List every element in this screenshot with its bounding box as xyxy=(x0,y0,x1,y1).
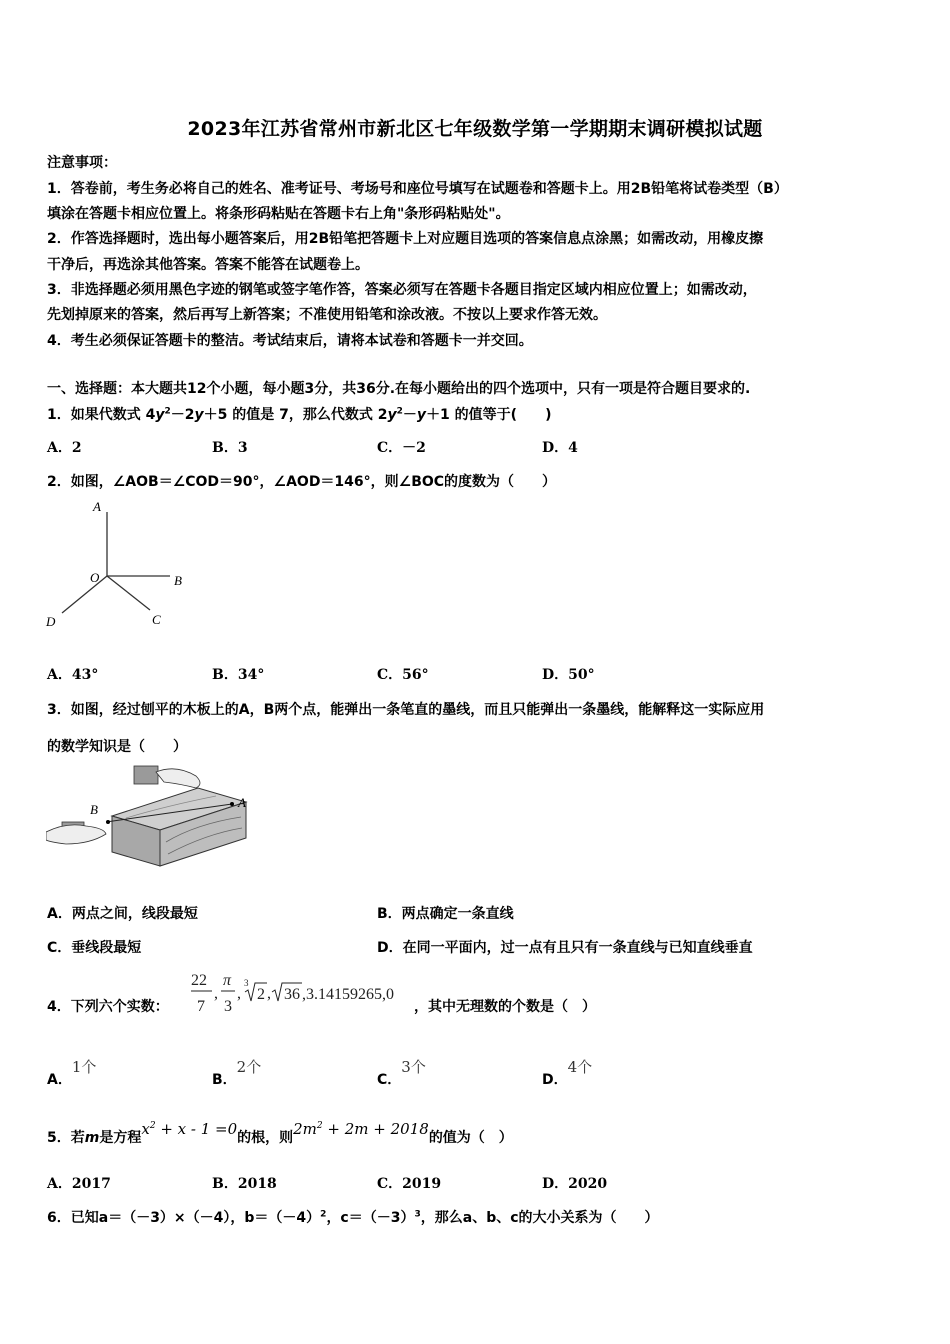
real-numbers-expression xyxy=(188,966,414,1018)
section-heading: 一、选择题：本大题共12个小题，每小题3分，共36分.在每小题给出的四个选项中，只有一项是符合题目要求的. xyxy=(47,381,751,397)
expression: $2m^2 + 2m + 2018$ xyxy=(293,1120,429,1138)
equation: $x^2 + x - 1 =0$ xyxy=(141,1120,238,1138)
question-6: 6．已知a＝（－3）×（－4），$b=(-4)^2$，$c=(-3)^3$，那么a、b、c的大小关系为（ ） xyxy=(47,1209,659,1226)
hand-icon xyxy=(156,769,200,788)
question-5: 5．若m是方程$x^2 + x - 1 =0$的根，则$2m^2 + 2m + 2018$的值为（ ） xyxy=(47,1120,513,1146)
sqrt-argument: 36 xyxy=(284,986,300,1003)
point-b xyxy=(106,820,110,824)
notice-line: 干净后，再选涂其他答案。答案不能答在试题卷上。 xyxy=(47,257,369,273)
wood-board-figure xyxy=(46,762,258,870)
option-a[interactable]: A．2 xyxy=(47,440,82,456)
option-a[interactable]: A．两点之间，线段最短 xyxy=(47,906,198,922)
pi-symbol: π xyxy=(223,972,232,989)
pi-denominator: 3 xyxy=(224,998,232,1015)
comma: , xyxy=(214,985,218,1002)
option-b[interactable]: B．34° xyxy=(212,667,265,683)
notice-line: 3．非选择题必须用黑色字迹的钢笔或签字笔作答，答案必须写在答题卡各题目指定区域内相应位置上；如需改动， xyxy=(47,282,757,298)
angle-figure xyxy=(44,496,204,636)
question-1: 1．如果代数式 $4y^2-2y+5$ 的值是 7，那么代数式 $2y^2-y+1$ 的值等于( ) xyxy=(47,406,552,423)
hand-icon xyxy=(46,825,106,844)
ink-box xyxy=(134,766,158,784)
option-d[interactable]: D．50° xyxy=(542,667,595,683)
option-c[interactable]: C．－2 xyxy=(377,440,426,456)
option-a[interactable]: A．2017 xyxy=(47,1176,111,1192)
option-c[interactable]: C．56° xyxy=(377,667,429,683)
label-c: C xyxy=(152,612,161,627)
question-3-cont: 的数学知识是（ ） xyxy=(47,739,187,755)
notice-line: 2．作答选择题时，选出每小题答案后，用2B铅笔把答题卡上对应题目选项的答案信息点涂黑；如需改动，用橡皮擦 xyxy=(47,231,764,247)
option-c[interactable]: C．垂线段最短 xyxy=(47,940,142,956)
label-a: A xyxy=(238,795,246,810)
question-3: 3．如图，经过刨平的木板上的A，B两个点，能弹出一条笔直的墨线，而且只能弹出一条墨线，能解释这一实际应用 xyxy=(47,702,765,718)
label-d: D xyxy=(46,614,56,629)
ray-od xyxy=(62,576,107,613)
remaining-numbers: ,3.14159265,0 xyxy=(302,986,394,1003)
option-b[interactable]: B．2个 xyxy=(212,1058,262,1088)
option-a[interactable]: A．43° xyxy=(47,667,99,683)
option-b[interactable]: B．3 xyxy=(212,440,248,456)
option-c[interactable]: C．2019 xyxy=(377,1176,442,1192)
notice-line: 先划掉原来的答案，然后再写上新答案；不准使用铅笔和涂改液。不按以上要求作答无效。 xyxy=(47,307,607,323)
question-4: 4．下列六个实数： xyxy=(47,999,169,1015)
comma: , xyxy=(267,985,271,1002)
label-b: B xyxy=(90,802,98,817)
comma: , xyxy=(237,985,241,1002)
fraction-denominator: 7 xyxy=(197,998,205,1015)
page-title: 2023年江苏省常州市新北区七年级数学第一学期期末调研模拟试题 xyxy=(187,118,763,140)
option-b[interactable]: B．两点确定一条直线 xyxy=(377,906,514,922)
notice-heading: 注意事项： xyxy=(47,155,117,171)
option-d[interactable]: D．4个 xyxy=(542,1058,593,1088)
question-2: 2．如图，∠AOB＝∠COD＝90°，∠AOD＝146°，则∠BOC的度数为（ ） xyxy=(47,474,557,490)
cbrt-index: 3 xyxy=(244,978,249,988)
option-d[interactable]: D．2020 xyxy=(542,1176,608,1192)
point-a xyxy=(230,802,234,806)
cbrt-argument: 2 xyxy=(257,986,265,1003)
notice-line: 4．考生必须保证答题卡的整洁。考试结束后，请将本试卷和答题卡一并交回。 xyxy=(47,333,533,349)
option-b[interactable]: B．2018 xyxy=(212,1176,277,1192)
notice-line: 1．答卷前，考生务必将自己的姓名、准考证号、考场号和座位号填写在试题卷和答题卡上。用2B铅笔将试卷类型（B） xyxy=(47,181,788,197)
option-d[interactable]: D．4 xyxy=(542,440,578,456)
option-d[interactable]: D．在同一平面内，过一点有且只有一条直线与已知直线垂直 xyxy=(377,940,753,956)
fraction-numerator: 22 xyxy=(191,972,207,989)
notice-line: 填涂在答题卡相应位置上。将条形码粘贴在答题卡右上角"条形码粘贴处"。 xyxy=(47,206,510,222)
option-a[interactable]: A．1个 xyxy=(47,1058,97,1088)
ray-oc xyxy=(107,576,150,610)
question-4-suffix: ，其中无理数的个数是（ ） xyxy=(414,999,596,1015)
label-a: A xyxy=(93,499,101,514)
label-o: O xyxy=(90,570,100,585)
option-c[interactable]: C．3个 xyxy=(377,1058,426,1088)
label-b: B xyxy=(174,573,182,588)
